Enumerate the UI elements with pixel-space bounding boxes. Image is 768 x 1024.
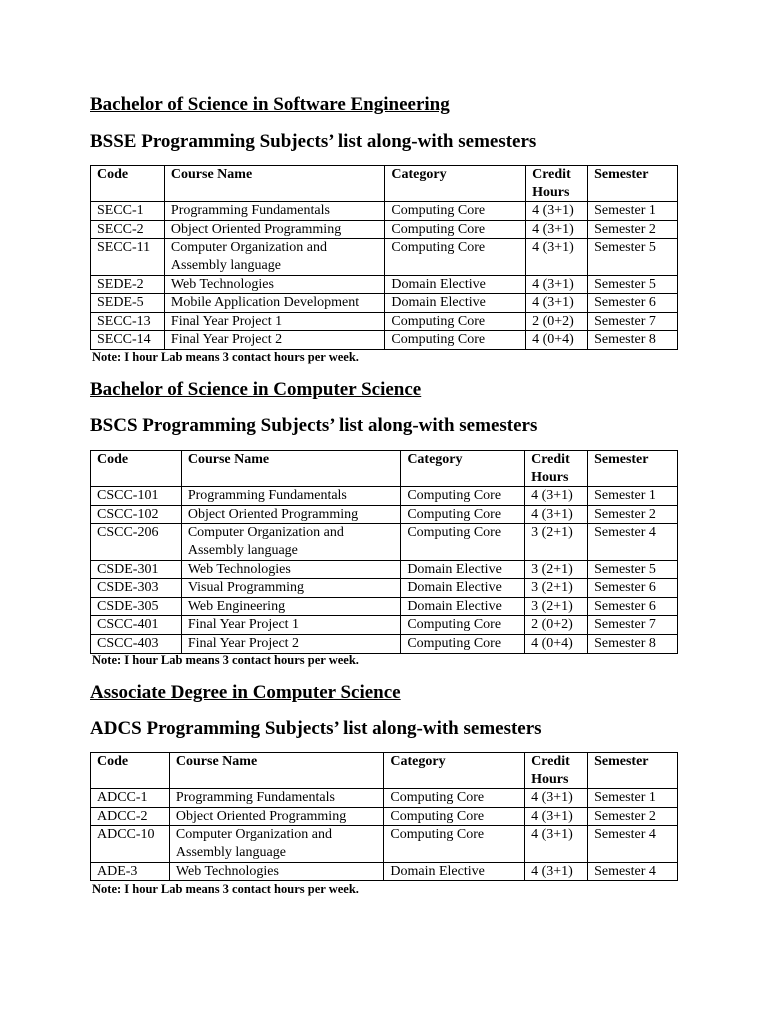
cell-credit-hours: 3 (2+1) — [525, 560, 588, 579]
cell-code: ADCC-2 — [91, 807, 170, 826]
cell-semester: Semester 6 — [588, 579, 678, 598]
cell-semester: Semester 2 — [588, 505, 678, 524]
cell-category: Domain Elective — [401, 560, 525, 579]
cell-category: Computing Core — [401, 616, 525, 635]
cell-semester: Semester 5 — [588, 560, 678, 579]
lab-hours-note: Note: I hour Lab means 3 contact hours per week. — [92, 350, 359, 364]
header-category: Category — [385, 166, 526, 202]
cell-credit-hours: 3 (2+1) — [525, 579, 588, 598]
table-row — [91, 312, 678, 331]
cell-course-name: Web Technologies — [181, 560, 400, 579]
table-row — [91, 597, 678, 616]
cell-semester: Semester 2 — [588, 220, 678, 239]
cell-course-name: Computer Organization and Assembly language — [181, 524, 400, 560]
cell-course-name: Web Technologies — [164, 275, 384, 294]
cell-course-name: Programming Fundamentals — [164, 202, 384, 221]
table-row — [91, 239, 678, 275]
cell-course-name: Visual Programming — [181, 579, 400, 598]
cell-semester: Semester 7 — [588, 616, 678, 635]
table-row — [91, 560, 678, 579]
cell-credit-hours: 4 (3+1) — [525, 807, 588, 826]
cell-category: Domain Elective — [401, 579, 525, 598]
cell-semester: Semester 6 — [588, 294, 678, 313]
cell-category: Computing Core — [385, 312, 526, 331]
courses-table — [90, 450, 678, 654]
table-row — [91, 524, 678, 560]
cell-code: SEDE-2 — [91, 275, 165, 294]
header-code: Code — [91, 753, 170, 789]
cell-credit-hours: 4 (3+1) — [525, 487, 588, 506]
cell-code: CSCC-101 — [91, 487, 182, 506]
header-code: Code — [91, 451, 182, 487]
cell-credit-hours: 4 (3+1) — [526, 202, 588, 221]
cell-credit-hours: 4 (3+1) — [526, 239, 588, 275]
lab-hours-note: Note: I hour Lab means 3 contact hours per week. — [92, 882, 359, 896]
header-semester: Semester — [588, 166, 678, 202]
table-row — [91, 789, 678, 808]
cell-credit-hours: 4 (3+1) — [525, 862, 588, 881]
cell-code: SEDE-5 — [91, 294, 165, 313]
cell-code: CSDE-305 — [91, 597, 182, 616]
header-credit-hours: Credit Hours — [525, 753, 588, 789]
section-bscs — [90, 379, 678, 667]
cell-semester: Semester 6 — [588, 597, 678, 616]
cell-semester: Semester 8 — [588, 331, 678, 350]
cell-course-name: Computer Organization and Assembly language — [169, 826, 383, 862]
degree-title: Bachelor of Science in Software Engineering — [90, 94, 450, 115]
cell-credit-hours: 4 (3+1) — [526, 294, 588, 313]
cell-course-name: Final Year Project 1 — [181, 616, 400, 635]
table-row — [91, 487, 678, 506]
cell-semester: Semester 1 — [588, 789, 678, 808]
cell-course-name: Web Engineering — [181, 597, 400, 616]
header-course-name: Course Name — [169, 753, 383, 789]
cell-semester: Semester 1 — [588, 202, 678, 221]
header-course-name: Course Name — [181, 451, 400, 487]
cell-semester: Semester 4 — [588, 524, 678, 560]
cell-semester: Semester 2 — [588, 807, 678, 826]
cell-code: SECC-11 — [91, 239, 165, 275]
header-code: Code — [91, 166, 165, 202]
table-row — [91, 275, 678, 294]
cell-semester: Semester 8 — [588, 634, 678, 653]
table-header-row — [91, 753, 678, 789]
cell-course-name: Mobile Application Development — [164, 294, 384, 313]
header-credit-hours: Credit Hours — [525, 451, 588, 487]
cell-credit-hours: 2 (0+2) — [525, 616, 588, 635]
degree-title: Bachelor of Science in Computer Science — [90, 379, 422, 400]
cell-course-name: Object Oriented Programming — [169, 807, 383, 826]
cell-credit-hours: 3 (2+1) — [525, 524, 588, 560]
cell-code: ADCC-1 — [91, 789, 170, 808]
cell-code: CSCC-401 — [91, 616, 182, 635]
cell-category: Domain Elective — [385, 294, 526, 313]
cell-semester: Semester 4 — [588, 826, 678, 862]
cell-semester: Semester 5 — [588, 239, 678, 275]
cell-credit-hours: 4 (3+1) — [526, 220, 588, 239]
table-row — [91, 220, 678, 239]
cell-category: Computing Core — [384, 789, 525, 808]
cell-credit-hours: 4 (3+1) — [525, 826, 588, 862]
table-row — [91, 807, 678, 826]
table-row — [91, 634, 678, 653]
cell-credit-hours: 4 (3+1) — [526, 275, 588, 294]
cell-code: SECC-13 — [91, 312, 165, 331]
section-subtitle: ADCS Programming Subjects’ list along-with semesters — [90, 718, 542, 739]
table-header-row — [91, 166, 678, 202]
lab-hours-note: Note: I hour Lab means 3 contact hours per week. — [92, 653, 359, 667]
table-row — [91, 826, 678, 862]
cell-code: CSCC-403 — [91, 634, 182, 653]
cell-category: Domain Elective — [385, 275, 526, 294]
cell-category: Computing Core — [401, 524, 525, 560]
cell-semester: Semester 1 — [588, 487, 678, 506]
table-row — [91, 862, 678, 881]
cell-code: CSCC-102 — [91, 505, 182, 524]
header-course-name: Course Name — [164, 166, 384, 202]
header-category: Category — [384, 753, 525, 789]
cell-category: Computing Core — [384, 826, 525, 862]
cell-credit-hours: 4 (0+4) — [525, 634, 588, 653]
cell-code: CSCC-206 — [91, 524, 182, 560]
cell-semester: Semester 4 — [588, 862, 678, 881]
cell-credit-hours: 3 (2+1) — [525, 597, 588, 616]
table-row — [91, 202, 678, 221]
cell-credit-hours: 4 (0+4) — [526, 331, 588, 350]
cell-code: CSDE-301 — [91, 560, 182, 579]
cell-course-name: Web Technologies — [169, 862, 383, 881]
header-semester: Semester — [588, 451, 678, 487]
cell-course-name: Final Year Project 1 — [164, 312, 384, 331]
cell-course-name: Programming Fundamentals — [169, 789, 383, 808]
section-subtitle: BSSE Programming Subjects’ list along-with semesters — [90, 131, 537, 152]
table-row — [91, 331, 678, 350]
cell-credit-hours: 4 (3+1) — [525, 505, 588, 524]
cell-course-name: Final Year Project 2 — [181, 634, 400, 653]
cell-code: SECC-14 — [91, 331, 165, 350]
table-row — [91, 505, 678, 524]
section-adcs — [90, 682, 678, 896]
cell-category: Computing Core — [401, 505, 525, 524]
cell-credit-hours: 4 (3+1) — [525, 789, 588, 808]
cell-category: Domain Elective — [401, 597, 525, 616]
table-row — [91, 294, 678, 313]
cell-course-name: Object Oriented Programming — [164, 220, 384, 239]
cell-category: Computing Core — [401, 487, 525, 506]
degree-title: Associate Degree in Computer Science — [90, 682, 401, 703]
cell-course-name: Final Year Project 2 — [164, 331, 384, 350]
cell-code: ADCC-10 — [91, 826, 170, 862]
table-row — [91, 579, 678, 598]
header-semester: Semester — [588, 753, 678, 789]
cell-credit-hours: 2 (0+2) — [526, 312, 588, 331]
section-bsse — [90, 94, 678, 364]
cell-code: CSDE-303 — [91, 579, 182, 598]
header-credit-hours: Credit Hours — [526, 166, 588, 202]
cell-semester: Semester 7 — [588, 312, 678, 331]
cell-course-name: Computer Organization and Assembly language — [164, 239, 384, 275]
table-row — [91, 616, 678, 635]
section-subtitle: BSCS Programming Subjects’ list along-with semesters — [90, 415, 538, 436]
header-category: Category — [401, 451, 525, 487]
cell-code: SECC-1 — [91, 202, 165, 221]
cell-category: Computing Core — [385, 220, 526, 239]
table-header-row — [91, 451, 678, 487]
cell-category: Domain Elective — [384, 862, 525, 881]
courses-table — [90, 165, 678, 350]
cell-course-name: Object Oriented Programming — [181, 505, 400, 524]
cell-code: ADE-3 — [91, 862, 170, 881]
cell-semester: Semester 5 — [588, 275, 678, 294]
cell-category: Computing Core — [384, 807, 525, 826]
cell-category: Computing Core — [385, 239, 526, 275]
cell-code: SECC-2 — [91, 220, 165, 239]
cell-category: Computing Core — [385, 331, 526, 350]
cell-category: Computing Core — [385, 202, 526, 221]
cell-category: Computing Core — [401, 634, 525, 653]
courses-table — [90, 752, 678, 881]
cell-course-name: Programming Fundamentals — [181, 487, 400, 506]
